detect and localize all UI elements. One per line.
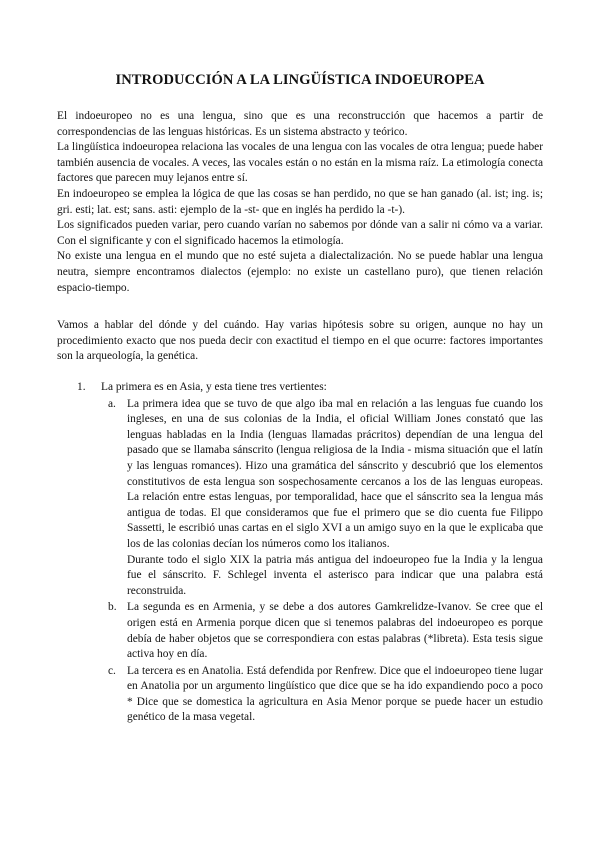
sublist-paragraph: La tercera es en Anatolia. Está defendida por Renfrew. Dice que el indoeuropeo tiene lugar en Anatolia por un argumento lingüístico que dice que se ha ido expandiendo poco a poco * Dice que se domestica la agricultura en Asia Menor porque se puede hacer un estudio genético de la masa vegetal. [127,664,543,724]
sublist-paragraph: Durante todo el siglo XIX la patria más antigua del indoeuropeo fue la India y la lengua fue el sánscrito. F. Schlegel inventa el asterisco para indicar que una palabra está reconstruida. [127,553,543,597]
list-marker: 1. [77,381,86,393]
hypothesis-list [57,380,543,727]
sublist-item [108,600,543,662]
origin-section [57,318,543,365]
list-item-text: La primera es en Asia, y esta tiene tres vertientes: [101,381,327,393]
sublist-paragraph: La segunda es en Armenia, y se debe a dos autores Gamkrelidze-Ivanov. Se cree que el origen está en Armenia porque dicen que si tenemos palabras del indoeuropeo es porque debía de haber objetos que se correspondiera con estas palabras (*libreta). Esta tesis sigue activa hoy en día. [127,601,543,661]
intro-paragraph: La lingüística indoeuropea relaciona las vocales de una lengua con las vocales de otra lengua; puede haber también ausencia de vocales. A veces, las vocales están o no están en la misma raíz. La etimología conecta factores que parecen muy lejanos entre sí. [57,141,543,185]
sublist-paragraph: La primera idea que se tuvo de que algo iba mal en relación a las lenguas fue cuando los ingleses, en una de sus colonias de la India, el oficial William Jones constató que las lenguas habladas en la India (lenguas llamadas prácritos) dependían de una lengua del pasado que se llamaba sánscrito (lengua religiosa de la India - misma situación que el latín y las lenguas romances). Hizo una gramática del sánscrito y descubrió que los elementos constitutivos de esta lengua son sospechosamente cercanos a los de las lenguas europeas. La relación entre estas lenguas, por temporalidad, hace que el sánscrito sea la lengua más antigua de todas. El que consideramos que fue el primero que se dio cuenta fue Filippo Sassetti, le escribió unas cartas en el siglo XVI a un amigo suyo en la que le explicaba que los de las colonias decían los números como los italianos. [127,397,543,550]
sublist-marker: a. [108,397,116,410]
sublist [108,397,543,726]
section-paragraph: Vamos a hablar del dónde y del cuándo. Hay varias hipótesis sobre su origen, aunque no hay un procedimiento exacto que nos pueda decir con exactitud el tiempo en el que ocurre: factores importantes son la arqueología, la genética. [57,319,543,363]
sublist-marker: c. [108,664,116,677]
document-title: INTRODUCCIÓN A LA LINGÜÍSTICA INDOEUROPEA [115,72,485,88]
sublist-item [108,664,543,726]
intro-paragraph: No existe una lengua en el mundo que no esté sujeta a dialectalización. No se puede hablar una lengua neutra, siempre encontramos dialectos (ejemplo: no existe un castellano puro), que tienen relación espacio-tiempo. [57,250,543,294]
list-item [57,380,543,726]
intro-paragraph: El indoeuropeo no es una lengua, sino que es una reconstrucción que hacemos a partir de correspondencias de las lenguas históricas. Es un sistema abstracto y teórico. [57,110,543,138]
sublist-marker: b. [108,601,117,614]
intro-paragraph: En indoeuropeo se emplea la lógica de que las cosas se han perdido, no que se han ganado (al. ist; ing. is; gri. esti; lat. est; sans. asti: ejemplo de la -st- que en inglés ha perdido la -t-). [57,187,543,216]
intro-paragraph: Los significados pueden variar, pero cuando varían no sabemos por dónde van a salir ni cómo va a variar. Con el significante y con el significado hacemos la etimología. [57,219,543,247]
sublist-item [108,397,543,600]
intro-section [57,109,543,296]
